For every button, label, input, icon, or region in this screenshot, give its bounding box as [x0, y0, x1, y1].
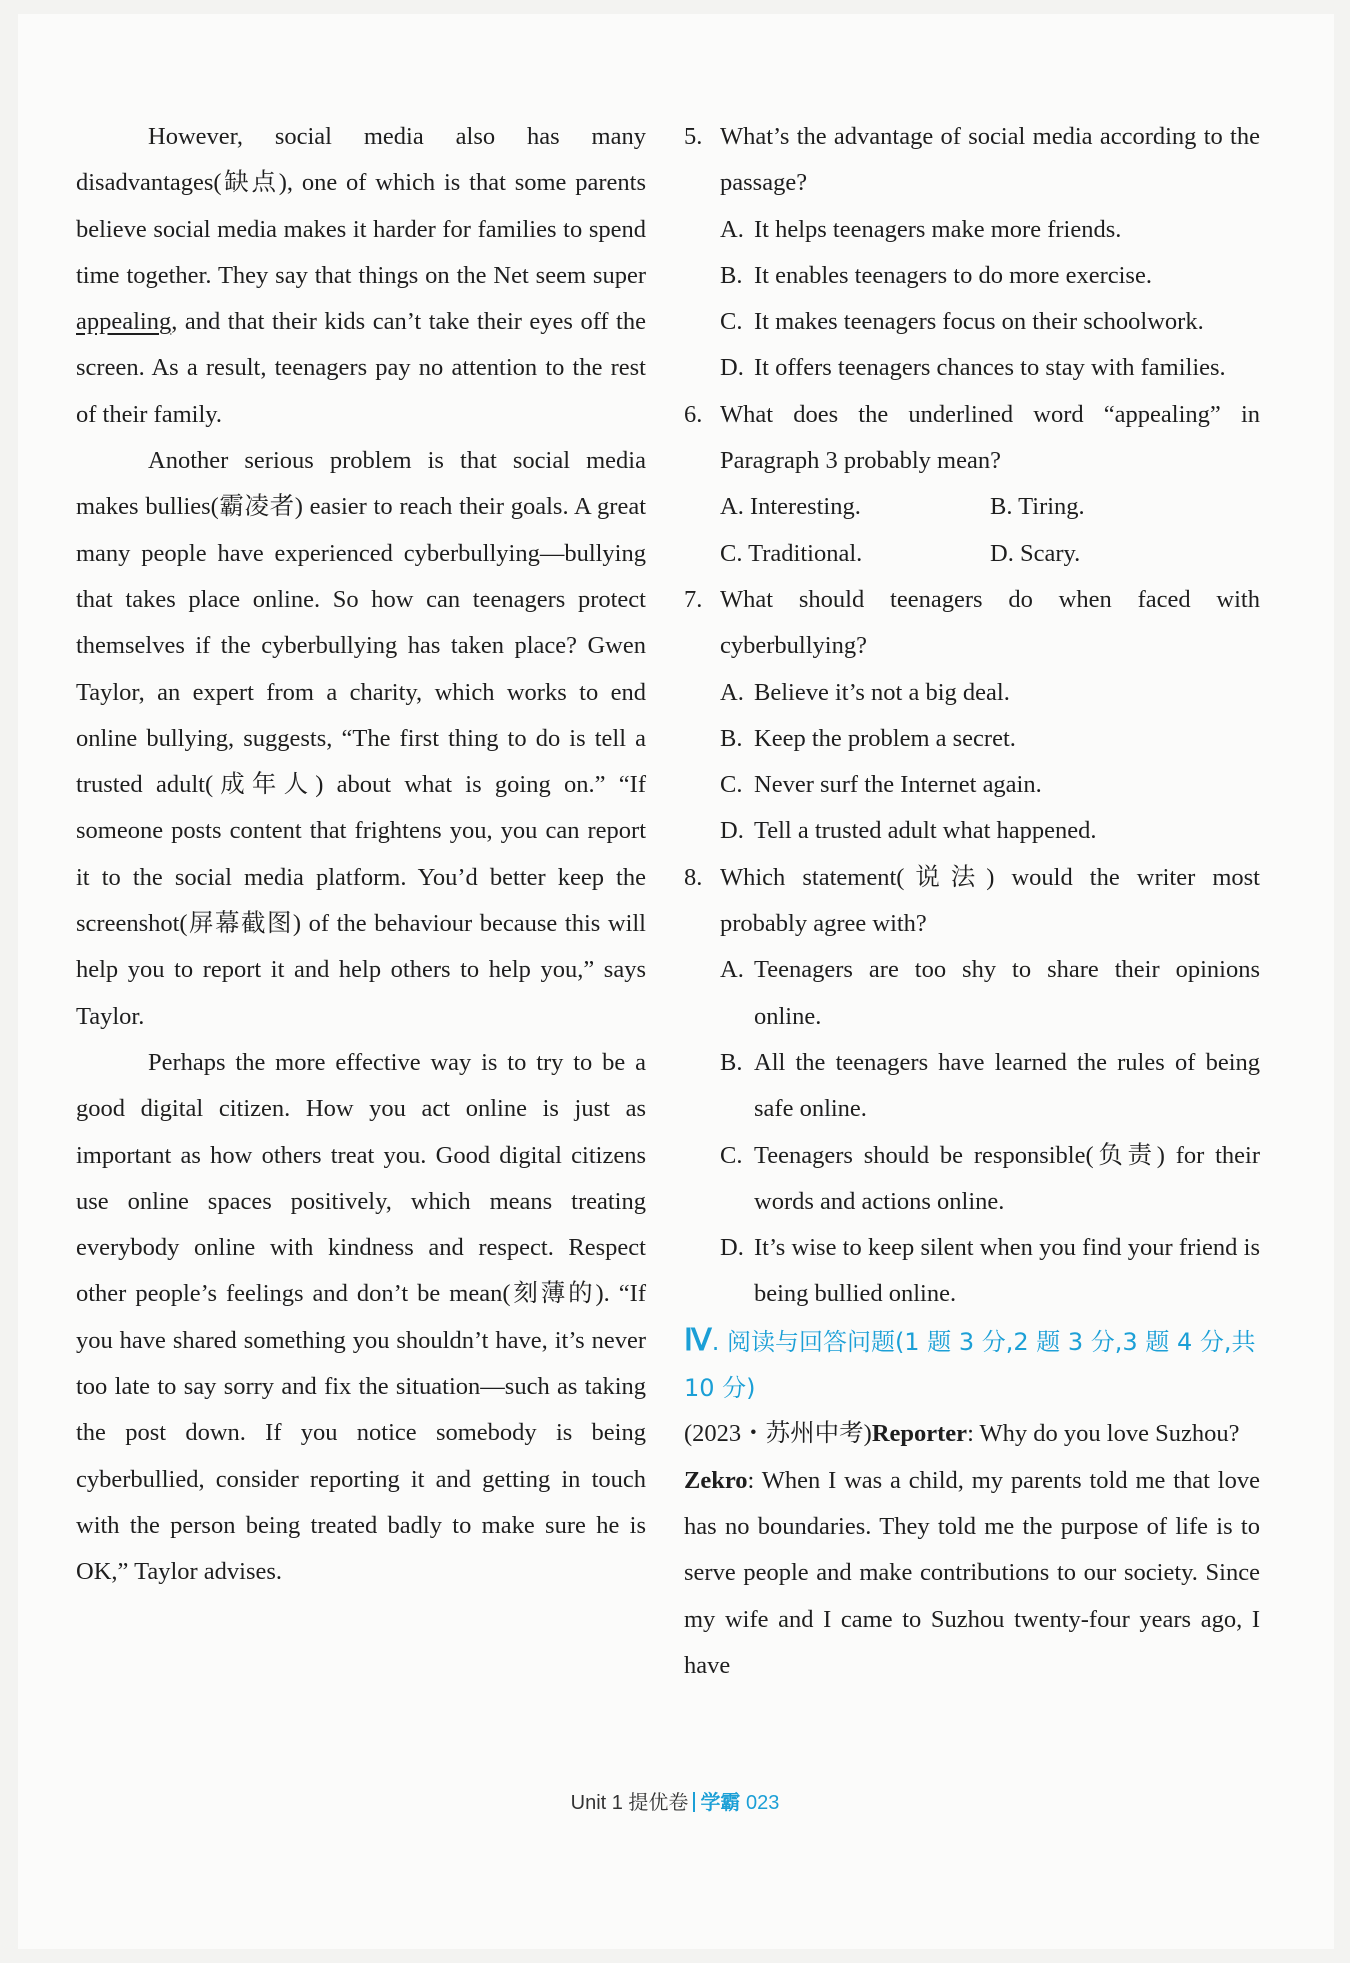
page-footer: [0, 1786, 1350, 1815]
option-text: Interesting.: [749, 493, 861, 521]
option-label: D.: [720, 1234, 744, 1262]
question-text: What does the underlined word “appealing” in Paragraph 3 probably mean?: [720, 400, 1260, 475]
option-text: Traditional.: [748, 539, 863, 567]
question-number: 8.: [684, 863, 703, 891]
passage-paragraph-3: Perhaps the more effective way is to try to be a good digital citizen. How you act online is just as important as how others treat you. Good digital citizens use online spaces positively, which means treating everybody online with kindness and respect. Respect other people’s feelings and don’t be mean(刻薄的). “If you have shared something you shouldn’t have, it’s never too late to say sorry and fix the situation—such as taking the post down. If you notice somebody is being cyberbullied, consider reporting it and getting in touch with the person being treated badly to make sure he is OK,” Taylor advises.: [76, 1048, 646, 1586]
options-row-ab: [684, 484, 1260, 530]
option-text: Never surf the Internet again.: [754, 771, 1042, 799]
dialogue-text: : Why do you love Suzhou?: [967, 1420, 1240, 1448]
options-row-cd: [684, 531, 1260, 577]
option-b: [990, 484, 1260, 530]
option-label: B.: [990, 493, 1013, 521]
option-text: It enables teenagers to do more exercise.: [754, 261, 1152, 289]
page-number: 023: [746, 1792, 780, 1814]
option-label: D.: [720, 817, 744, 845]
option-b: [684, 716, 1260, 762]
question-5: [684, 114, 1260, 392]
underlined-word: appealing: [76, 308, 172, 336]
option-text: Keep the problem a secret.: [754, 724, 1016, 752]
option-a: [684, 207, 1260, 253]
option-a: [684, 670, 1260, 716]
option-d: [684, 345, 1260, 391]
option-label: C.: [720, 1141, 743, 1169]
questions-column: [684, 114, 1260, 1689]
footer-brand: 学霸: [700, 1792, 741, 1814]
question-6: [684, 392, 1260, 577]
option-b: [684, 1040, 1260, 1133]
option-text: It makes teenagers focus on their schoolwork.: [754, 308, 1204, 336]
question-7: [684, 577, 1260, 855]
question-number: 6.: [684, 400, 703, 428]
section-number: Ⅳ: [684, 1323, 712, 1357]
question-number: 5.: [684, 123, 703, 150]
question-number: 7.: [684, 585, 703, 613]
passage-column: [76, 114, 646, 1596]
option-c: [684, 762, 1260, 808]
option-label: A.: [720, 493, 744, 521]
dialogue-reporter: [684, 1411, 1260, 1457]
footer-divider: [693, 1792, 695, 1812]
option-text: It offers teenagers chances to stay with families.: [754, 354, 1226, 382]
option-label: A.: [720, 678, 744, 706]
passage-paragraph-1: [76, 114, 646, 438]
question-8: [684, 855, 1260, 1318]
section-heading: [684, 1318, 1260, 1412]
option-label: A.: [720, 215, 744, 243]
option-label: B.: [720, 1048, 743, 1076]
option-label: C.: [720, 539, 743, 567]
option-b: [684, 253, 1260, 299]
question-text: Which statement(说法) would the writer most probably agree with?: [720, 863, 1260, 938]
option-label: C.: [720, 308, 743, 336]
section-title: . 阅读与回答问题(1 题 3 分,2 题 3 分,3 题 4 分,共 10 分): [684, 1327, 1256, 1403]
option-text: Scary.: [1019, 539, 1081, 567]
option-text: Believe it’s not a big deal.: [754, 678, 1010, 706]
passage-paragraph-2: Another serious problem is that social media makes bullies(霸凌者) easier to reach their goals. A great many people have experienced cyberbullying—bullying that takes place online. So how can teenagers protect themselves if the cyberbullying has taken place? Gwen Taylor, an expert from a charity, which works to end online bullying, suggests, “The first thing to do is tell a trusted adult(成年人) about what is going on.” “If someone posts content that frightens you, you can report it to the social media platform. You’d better keep the screenshot(屏幕截图) of the behaviour because this will help you to report it and help others to help you,” says Taylor.: [76, 447, 646, 1030]
option-a: [684, 947, 1260, 1040]
option-text: Tiring.: [1018, 493, 1085, 521]
option-d: [684, 808, 1260, 854]
option-text: Teenagers should be responsible(负责) for their words and actions online.: [754, 1141, 1260, 1215]
dialogue-text: : When I was a child, my parents told me that love has no boundaries. They told me the purpose of life is to serve people and make contributions to our society. Since my wife and I came to Suzhou twenty-four years ago, I have: [684, 1466, 1260, 1679]
option-text: It’s wise to keep silent when you find your friend is being bullied online.: [754, 1234, 1260, 1308]
option-text: It helps teenagers make more friends.: [754, 215, 1122, 243]
option-a: [720, 484, 990, 530]
option-c: [720, 531, 990, 577]
option-d: [990, 531, 1260, 577]
option-label: B.: [720, 724, 743, 752]
option-text: Teenagers are too shy to share their opinions online.: [754, 956, 1260, 1030]
option-label: A.: [720, 956, 744, 984]
dialogue-zekro: [684, 1458, 1260, 1689]
question-text: What should teenagers do when faced with cyberbullying?: [720, 585, 1260, 660]
option-label: C.: [720, 771, 743, 799]
option-label: B.: [720, 261, 743, 289]
speaker-label: Reporter: [871, 1420, 968, 1448]
source-note: (2023・苏州中考): [684, 1420, 872, 1448]
option-label: D.: [990, 539, 1014, 567]
question-text: What’s the advantage of social media according to the passage?: [720, 123, 1260, 197]
option-text: Tell a trusted adult what happened.: [754, 817, 1097, 845]
option-c: [684, 1133, 1260, 1226]
paragraph-text: However, social media also has many disadvantages(缺点), one of which is that some parents believe social media makes it harder for families to spend time together. They say that things on the Net seem super: [76, 123, 646, 289]
paragraph-text: , and that their kids can’t take their eyes off the screen. As a result, teenagers pay no attention to the rest of their family.: [76, 308, 646, 428]
option-label: D.: [720, 354, 744, 382]
speaker-label: Zekro: [684, 1466, 748, 1494]
option-c: [684, 299, 1260, 345]
option-d: [684, 1225, 1260, 1318]
option-text: All the teenagers have learned the rules of being safe online.: [754, 1048, 1260, 1123]
footer-unit: Unit 1 提优卷: [570, 1792, 689, 1814]
